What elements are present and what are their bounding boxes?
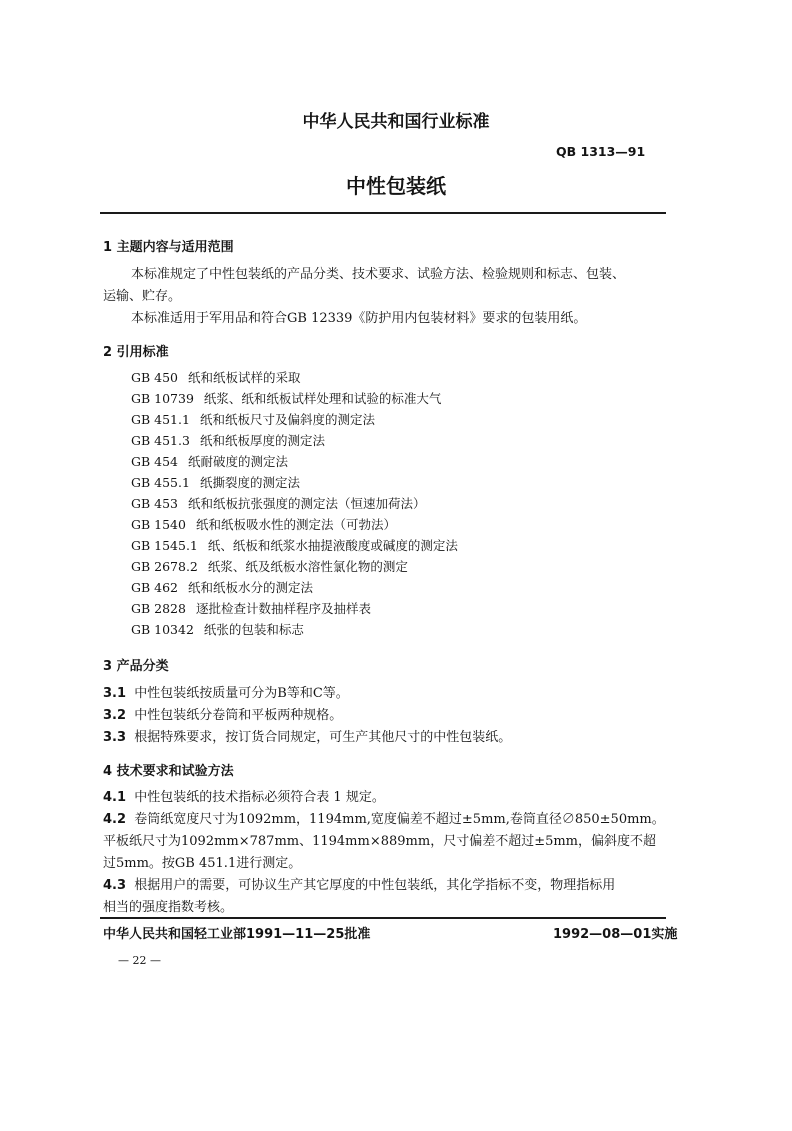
reference-title: 纸浆、纸及纸板水溶性氯化物的测定	[207, 559, 408, 574]
reference-title: 纸和纸板试样的采取	[188, 370, 301, 385]
reference-title: 纸浆、纸和纸板试样处理和试验的标准大气	[203, 391, 442, 406]
reference-code: GB 1545.1	[131, 538, 198, 553]
item-text: 根据用户的需要，可协议生产其它厚度的中性包装纸，其化学指标不变，物理指标用	[134, 878, 616, 893]
item-number: 3.1	[103, 686, 127, 701]
section-1-para1-line1: 本标准规定了中性包装纸的产品分类、技术要求、试验方法、检验规则和标志、包装、	[131, 267, 626, 282]
reference-code: GB 1540	[131, 517, 186, 532]
item-number: 3.2	[103, 708, 127, 723]
item-number: 4.3	[103, 878, 127, 893]
reference-code: GB 450	[131, 370, 179, 385]
page-number: — 22 —	[118, 954, 161, 967]
item-text: 中性包装纸分卷筒和平板两种规格。	[134, 708, 343, 723]
section-1-para2: 本标准适用于军用品和符合GB 12339《防护用内包装材料》要求的包装用纸。	[131, 311, 587, 326]
reference-code: GB 2828	[131, 601, 186, 616]
item-text: 中性包装纸按质量可分为B等和C等。	[134, 686, 349, 701]
reference-item	[131, 536, 458, 554]
section-3-item-2	[103, 704, 342, 723]
reference-item	[131, 431, 325, 449]
section-4-item-2-line1	[103, 808, 665, 827]
reference-item	[131, 452, 288, 470]
reference-title: 纸和纸板尺寸及偏斜度的测定法	[199, 412, 375, 427]
section-4-item-2-line2: 平板纸尺寸为1092mm×787mm、1194mm×889mm，尺寸偏差不超过±5mm，偏斜度不超	[103, 834, 657, 849]
footer-divider	[100, 917, 666, 919]
section-4-heading: 4 技术要求和试验方法	[103, 764, 234, 779]
reference-item	[131, 599, 371, 617]
effective-date: 1992—08—01实施	[553, 927, 678, 942]
section-4-item-1	[103, 786, 385, 805]
item-text: 卷筒纸宽度尺寸为1092mm，1194mm,宽度偏差不超过±5mm,卷筒直径∅850±50mm。	[134, 812, 665, 827]
reference-title: 纸和纸板厚度的测定法	[199, 433, 325, 448]
document-title: 中性包装纸	[346, 174, 446, 198]
reference-item	[131, 620, 304, 638]
reference-code: GB 454	[131, 454, 179, 469]
section-4-item-2-line3: 过5mm。按GB 451.1进行测定。	[103, 856, 302, 871]
reference-item	[131, 494, 426, 512]
reference-title: 纸和纸板抗张强度的测定法（恒速加荷法）	[188, 496, 426, 511]
item-number: 4.1	[103, 790, 127, 805]
reference-item	[131, 473, 300, 491]
reference-item	[131, 368, 301, 386]
section-1-heading: 1 主题内容与适用范围	[103, 240, 234, 255]
reference-title: 纸撕裂度的测定法	[199, 475, 300, 490]
reference-code: GB 451.1	[131, 412, 190, 427]
reference-item	[131, 515, 396, 533]
reference-code: GB 462	[131, 580, 179, 595]
reference-code: GB 2678.2	[131, 559, 198, 574]
reference-title: 纸和纸板吸水性的测定法（可勃法）	[195, 517, 396, 532]
reference-title: 纸张的包装和标志	[203, 622, 304, 637]
reference-code: GB 453	[131, 496, 179, 511]
section-3-item-1	[103, 682, 349, 701]
section-3-heading: 3 产品分类	[103, 659, 169, 674]
reference-code: GB 455.1	[131, 475, 190, 490]
reference-title: 纸、纸板和纸浆水抽提液酸度或碱度的测定法	[207, 538, 458, 553]
reference-title: 逐批检查计数抽样程序及抽样表	[195, 601, 371, 616]
reference-item	[131, 557, 408, 575]
section-3-item-3	[103, 726, 511, 745]
reference-code: GB 451.3	[131, 433, 190, 448]
reference-code: GB 10342	[131, 622, 194, 637]
reference-code: GB 10739	[131, 391, 194, 406]
section-1-para1-line2: 运输、贮存。	[103, 289, 182, 304]
section-4-item-3-line2: 相当的强度指数考核。	[103, 900, 234, 915]
item-text: 根据特殊要求，按订货合同规定，可生产其他尺寸的中性包装纸。	[134, 730, 512, 745]
item-number: 4.2	[103, 812, 127, 827]
reference-item	[131, 410, 375, 428]
item-text: 中性包装纸的技术指标必须符合表 1 规定。	[134, 790, 385, 805]
header-divider	[100, 212, 666, 214]
approval-date: 中华人民共和国轻工业部1991—11—25批准	[103, 927, 371, 942]
item-number: 3.3	[103, 730, 127, 745]
reference-item	[131, 578, 313, 596]
reference-title: 纸和纸板水分的测定法	[188, 580, 314, 595]
section-2-heading: 2 引用标准	[103, 345, 169, 360]
section-4-item-3-line1	[103, 874, 615, 893]
standard-org-heading: 中华人民共和国行业标准	[302, 112, 490, 132]
reference-item	[131, 389, 441, 407]
reference-title: 纸耐破度的测定法	[188, 454, 289, 469]
standard-code: QB 1313—91	[556, 144, 646, 159]
